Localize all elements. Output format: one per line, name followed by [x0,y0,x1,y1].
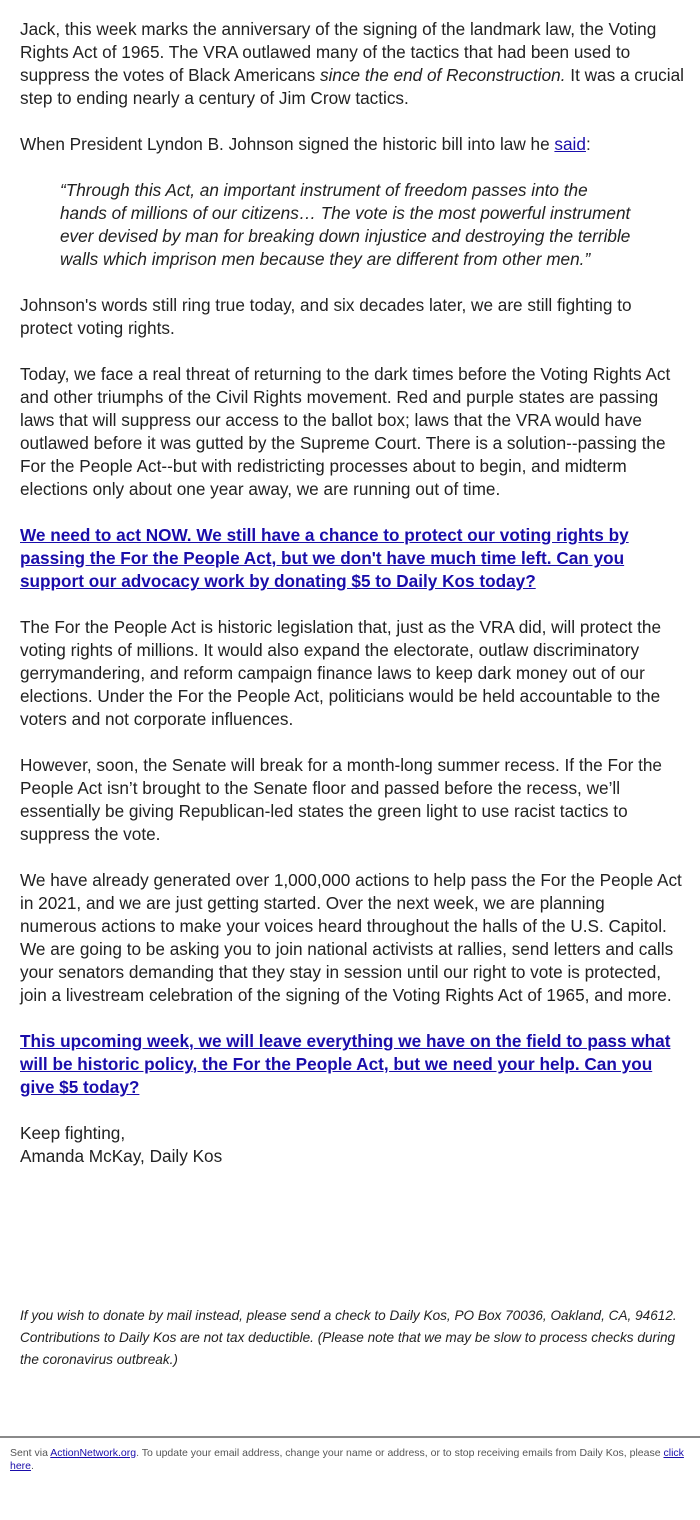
cta-donate-1 [20,524,684,593]
paragraph-actions: We have already generated over 1,000,000 actions to help pass the For the People Act in 2021, and we are just getting started. Over the next week, we are planning numerous actions to make your voices heard throughout the halls of the U.S. Capitol. We are going to be asking you to join national activists at rallies, send letters and calls your senators demanding that they stay in session until our right to vote is protected, join a livestream celebration of the signing of the Voting Rights Act of 1965, and more. [20,870,682,1005]
paragraph-threat: Today, we face a real threat of returning to the dark times before the Voting Rights Act and other triumphs of the Civil Rights movement. Red and purple states are passing laws that will suppress our access to the ballot box; laws that the VRA would have outlawed before it was gutted by the Supreme Court. There is a solution--passing the For the People Act--but with redistricting processes about to begin, and midterm elections only about one year away, we are running out of time. [20,364,671,499]
signoff: Keep fighting, [20,1123,126,1143]
donate-link-2[interactable]: This upcoming week, we will leave everything we have on the field to pass what will be historic policy, the For the People Act, but we need your help. Can you give $5 today? [20,1031,671,1097]
email-body [20,18,684,1191]
signature-name: Amanda McKay, Daily Kos [20,1146,223,1166]
paragraph-for-the-people: The For the People Act is historic legislation that, just as the VRA did, will protect the voting rights of millions. It would also expand the electorate, outlaw discriminatory gerrymandering, and reform campaign finance laws to keep dark money out of our elections. Under the For the People Act, politicians would be held accountable to the voters and not corporate influences. [20,617,662,729]
paragraph-intro: Jack, this week marks the anniversary of the signing of the landmark law, the Voting Rights Act of 1965. The VRA outlawed many of the tactics that had been used to suppress the votes of Black Americans since the end of Reconstruction. It was a crucial step to ending nearly a century of Jim Crow tactics. [20,19,684,108]
actionnetwork-link[interactable]: ActionNetwork.org [50,1447,137,1459]
paragraph-johnson: When President Lyndon B. Johnson signed the historic bill into law he said: [20,134,591,154]
signature-block [20,1122,684,1168]
footer-divider [0,1436,700,1438]
cta-donate-2 [20,1030,684,1099]
johnson-quote: “Through this Act, an important instrument of freedom passes into the hands of millions of our citizens… The vote is the most powerful instrument ever devised by man for breaking down injustice and destroying the terrible walls which imprison men because they are different from other men.” [60,180,631,269]
mail-donation-note: If you wish to donate by mail instead, please send a check to Daily Kos, PO Box 70036, Oakland, CA, 94612. Contributions to Daily Kos are not tax deductible. (Please note that we may be slow to process checks during the coronavirus outbreak.) [20,1308,677,1367]
paragraph-recess: However, soon, the Senate will break for a month-long summer recess. If the For the People Act isn’t brought to the Senate floor and passed before the recess, we’ll essentially be giving Republican-led states the green light to use racist tactics to suppress the vote. [20,755,662,844]
unsubscribe-link[interactable]: click here [10,1447,684,1472]
donate-link-1[interactable]: We need to act NOW. We still have a chance to protect our voting rights by passing the For the People Act, but we don't have much time left. Can you support our advocacy work by donating $5 to Daily Kos today? [20,525,629,591]
said-link[interactable]: said [554,134,586,154]
paragraph-still-true: Johnson's words still ring true today, and six decades later, we are still fighting to protect voting rights. [20,295,632,338]
email-footer: Sent via ActionNetwork.org. To update your email address, change your name or address, or to stop receiving emails from Daily Kos, please click here. [10,1447,684,1472]
